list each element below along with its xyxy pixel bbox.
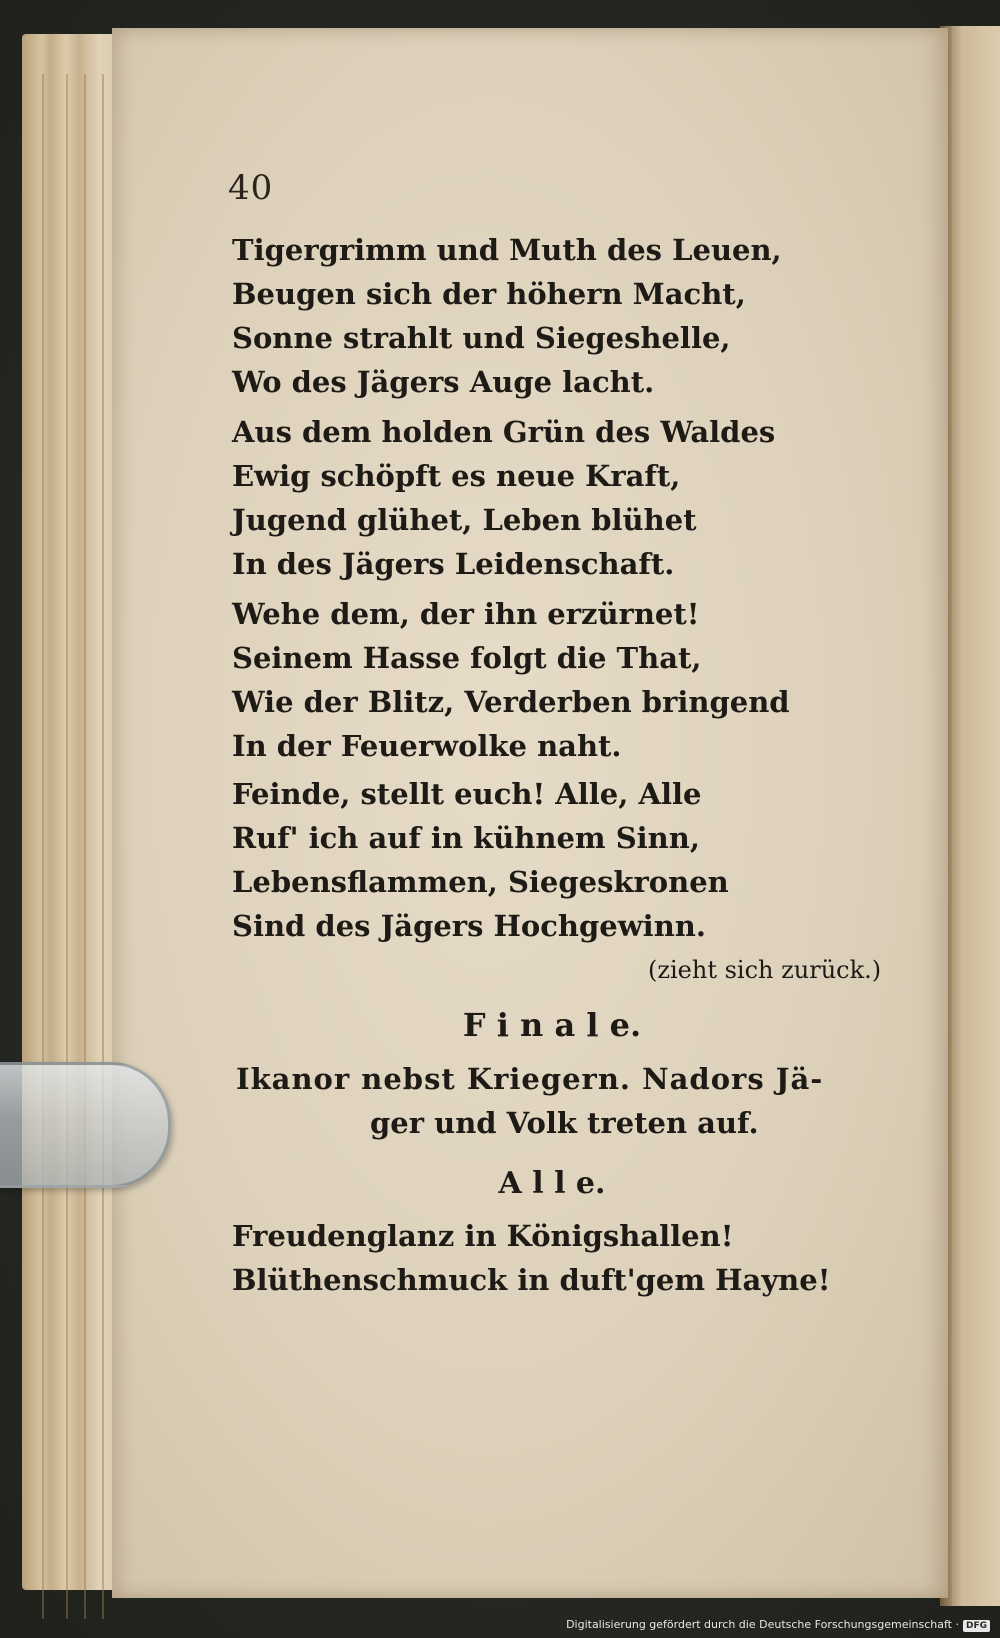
page-edge-line: [102, 74, 104, 1619]
facing-page-edge: [946, 26, 1000, 1606]
speaker-name: A l l e.: [498, 1166, 606, 1201]
verse-line: Sonne strahlt und Siegeshelle,: [232, 321, 731, 355]
verse-line: Freudenglanz in Königshallen!: [232, 1219, 734, 1253]
digitization-credit: [566, 1618, 990, 1632]
verse-line: Ewig schöpft es neue Kraft,: [232, 459, 681, 493]
page-number: 40: [228, 168, 274, 208]
verse-line: Blüthenschmuck in duft'gem Hayne!: [232, 1263, 831, 1297]
page-clip: [0, 1062, 171, 1188]
verse-line: Sind des Jägers Hochgewinn.: [232, 909, 706, 943]
stage-direction: (zieht sich zurück.): [648, 956, 882, 984]
dfg-logo: DFG: [963, 1620, 990, 1632]
verse-line: In des Jägers Leidenschaft.: [232, 547, 675, 581]
verse-line: Seinem Hasse folgt die That,: [232, 641, 702, 675]
page-edge-line: [42, 74, 44, 1619]
verse-line: In der Feuerwolke naht.: [232, 729, 622, 763]
verse-line: Wie der Blitz, Verderben bringend: [232, 685, 790, 719]
verse-line: Feinde, stellt euch! Alle, Alle: [232, 777, 702, 811]
scene-description-line-2: ger und Volk treten auf.: [370, 1106, 759, 1140]
verse-line: Aus dem holden Grün des Waldes: [232, 415, 776, 449]
scene-description-line-1: Ikanor nebst Kriegern. Nadors Jä-: [236, 1062, 824, 1096]
page-edge-line: [66, 74, 68, 1619]
verse-line: Lebensflammen, Siegeskronen: [232, 865, 729, 899]
verse-line: Tigergrimm und Muth des Leuen,: [232, 233, 782, 267]
verse-line: Wehe dem, der ihn erzürnet!: [232, 597, 700, 631]
verse-line: Ruf' ich auf in kühnem Sinn,: [232, 821, 700, 855]
verse-line: Jugend glühet, Leben blühet: [232, 503, 697, 537]
verse-line: Beugen sich der höhern Macht,: [232, 277, 746, 311]
verse-line: Wo des Jägers Auge lacht.: [232, 365, 655, 399]
page-edge-line: [84, 74, 86, 1619]
section-heading: F i n a l e.: [462, 1006, 642, 1044]
credit-text: Digitalisierung gefördert durch die Deutsche Forschungsgemeinschaft ·: [566, 1618, 959, 1631]
